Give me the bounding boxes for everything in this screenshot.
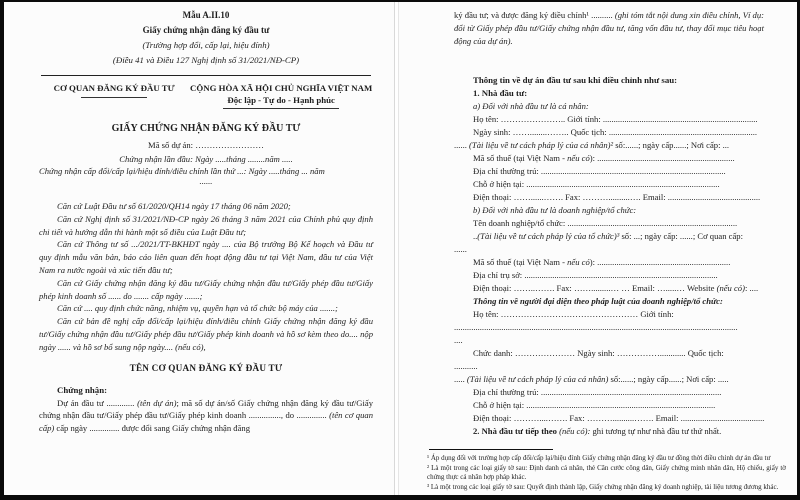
- rep-field-contact: Điện thoại: ………....……. Fax: ………..........……. Email: .......................................: [473, 413, 765, 423]
- org-contact-dots: : ....: [744, 283, 759, 293]
- field-legal-doc: [454, 139, 794, 152]
- certificate-title: GIẤY CHỨNG NHẬN ĐĂNG KÝ ĐẦU TƯ: [111, 123, 301, 134]
- org-field-legal-doc: [473, 230, 794, 243]
- footnote-separator: [429, 449, 553, 450]
- recital-4: Căn cứ Giấy chứng nhận đăng ký đầu tư/Giấy chứng nhận đầu tư/Giấy phép đầu tư/Giấy phép kinh doanh số ...... do ....... cấp ngày .......;: [39, 277, 373, 301]
- tax-label: Mã số thuế (tại Việt Nam -: [473, 153, 568, 163]
- certify-issuing-agency-hint: (tên cơ quan cấp): [39, 410, 373, 433]
- national-title: CỘNG HÒA XÃ HỘI CHỦ NGHĨA VIỆT NAM: [190, 83, 373, 93]
- issuing-agency-block: [39, 82, 189, 109]
- org-field-name: Tên doanh nghiệp/tổ chức: ...............................................................................: [473, 218, 738, 228]
- certify-text-1: Dự án đầu tư .............: [57, 397, 138, 408]
- rep-fullname-continuation: ....................................................................................................................................: [454, 322, 738, 332]
- next-investor-if-any: (nếu có):: [559, 426, 591, 436]
- certify-text-3: cấp ngày .............. được đổi sang Giấy chứng nhận đăng: [54, 422, 250, 433]
- next-investor-instruction: ghi tương tự như nhà đầu tư thứ nhất.: [590, 426, 722, 436]
- adjustment-certification-line: Chứng nhận cấp đổi/cấp lại/hiệu đính/điều chỉnh lần thứ ...: Ngày .....tháng ... năm: [39, 166, 325, 176]
- org-field-contact: [473, 282, 794, 295]
- tax-dots: ): ................................................................: [589, 153, 735, 163]
- field-birthdate: Ngày sinh: ……........…….. Quốc tịch: .....................................................................: [473, 127, 758, 137]
- rep-legal-doc-label: (Tài liệu về tư cách pháp lý của cá nhân): [466, 374, 609, 384]
- footnote-3: ³ Là một trong các loại giấy tờ sau: Quyết định thành lập, Giấy chứng nhận đăng ký doanh nghiệp, tài liệu tương đương khác.: [427, 482, 779, 491]
- carryover-note: (ghi tóm tắt nội dung xin điều chỉnh, Ví dụ: đổi từ Giấy phép đầu tư/Giấy chứng nhận đầu tư, tăng vốn đầu tư, thay đổi mục tiêu hoạt động của dự án).: [454, 10, 764, 46]
- org-contact-text: Điện thoại: ……..……. Fax: …….........… … Email: ….....… Website: [473, 283, 717, 293]
- org-field-address: Địa chỉ trụ sở: ..........................................................................................: [473, 270, 718, 280]
- legal-doc-label: (Tài liệu về tư cách pháp lý của cá nhân)²: [469, 140, 614, 150]
- header-rule: [41, 75, 371, 76]
- rep-field-fullname: Họ tên: ………………………………………… Giới tính:: [473, 309, 674, 319]
- national-motto: Độc lập - Tự do - Hạnh phúc: [227, 95, 335, 105]
- national-header-block: [189, 82, 373, 109]
- org-tax-dots: ): ..............................................................: [589, 257, 731, 267]
- rep-legal-doc-fields: số:......; ngày cấp......; Nơi cấp: .....: [608, 374, 729, 384]
- section-info-heading: Thông tin về dự án đầu tư sau khi điều chỉnh như sau:: [473, 75, 678, 85]
- field-contact: Điện thoại: ……......……. Fax: ………..........…. Email: ...........................................: [473, 192, 761, 202]
- legal-representative-heading: Thông tin về người đại diện theo pháp luật của doanh nghiệp/tổ chức:: [473, 296, 723, 306]
- legal-doc-dots: ......: [454, 140, 470, 150]
- next-investor-label: 2. Nhà đầu tư tiếp theo: [473, 426, 560, 436]
- org-website-if-any: (nếu có): [716, 283, 745, 293]
- rep-field-current-address: Chỗ ở hiện tại: ........................................................................................: [473, 400, 716, 410]
- letterhead: [39, 82, 373, 109]
- org-legal-doc-dots: ..: [473, 231, 478, 241]
- tax-if-any: nếu có: [567, 153, 590, 163]
- carryover-paragraph: [454, 9, 764, 48]
- rep-field-permanent-address: Địa chỉ thường trú: ....................................................................................: [473, 387, 722, 397]
- org-field-tax-code: [473, 256, 794, 269]
- org-legal-doc-continuation: ......: [454, 244, 467, 254]
- project-code-line: Mã số dự án: ……………………: [148, 140, 264, 150]
- first-certification-line: Chứng nhận lần đầu: Ngày .....tháng ........năm .....: [119, 154, 293, 164]
- field-permanent-address: Địa chỉ thường trú: ......................................................................................: [473, 166, 726, 176]
- org-tax-label: Mã số thuế (tại Việt Nam -: [473, 257, 568, 267]
- rep-legal-doc-dots: .....: [454, 374, 467, 384]
- agency-underline: [81, 97, 147, 98]
- certify-paragraph: [39, 397, 373, 435]
- org-tax-if-any: nếu có: [567, 257, 590, 267]
- rep-field-legal-doc: [454, 373, 794, 386]
- form-basis: (Điều 41 và Điều 127 Nghị định số 31/2021/NĐ-CP): [112, 55, 300, 65]
- rep-title-continuation: ...........: [454, 361, 478, 371]
- footnote-2: ² Là một trong các loại giấy tờ sau: Định danh cá nhân, thẻ Căn cước công dân, Giấy chứng minh nhân dân, Hộ chiếu, giấy tờ chứng thực cá nhân hợp pháp khác.: [427, 463, 786, 481]
- form-case: (Trường hợp đổi, cấp lại, hiệu đính): [142, 40, 270, 50]
- adjustment-continuation: ......: [199, 176, 213, 186]
- recital-5: Căn cứ .... quy định chức năng, nhiệm vụ, quyền hạn và tổ chức bộ máy của .......;: [57, 303, 338, 314]
- rep-field-title: Chức danh: ………………… Ngày sinh: ……………............ Quốc tịch:: [473, 348, 724, 358]
- footnote-1: ¹ Áp dụng đối với trường hợp cấp đổi/cấp lại/hiệu đính Giấy chứng nhận đăng ký đầu tư đồng thời điều chỉnh dự án đầu tư: [427, 454, 771, 462]
- recital-6: Căn cứ bản đề nghị cấp đổi/cấp lại/hiệu đính/điều chỉnh Giấy chứng nhận đăng ký đầu tư/Giấy chứng nhận đầu tư/Giấy phép đầu tư/Giấy phép kinh doanh và hồ sơ kèm theo do.... nộp ngày ...... và hồ sơ bổ sung nộp ngày.... (nếu có),: [39, 316, 373, 352]
- certify-project-name-hint: (tên dự án): [137, 397, 177, 408]
- right-page: [398, 2, 797, 495]
- field-tax-code: [473, 152, 794, 165]
- carryover-text: ký đầu tư; và được đăng ký điều chỉnh¹ ..........: [454, 10, 615, 20]
- recital-1: Căn cứ Luật Đầu tư số 61/2020/QH14 ngày 17 tháng 06 năm 2020;: [57, 201, 291, 211]
- certify-text-2: ; mã số dự án/số Giấy chứng nhận đăng ký đầu tư/Giấy chứng nhận đầu tư/Giấy phép đầu tư/Giấy phép kinh doanh ..............., do ..............: [39, 397, 373, 421]
- certify-label: Chứng nhận:: [57, 384, 108, 395]
- org-legal-doc-fields: số: ...; ngày cấp: ......; Cơ quan cấp:: [619, 231, 743, 241]
- form-number: Mẫu A.II.10: [182, 10, 230, 20]
- legal-doc-fields: số:......; ngày cấp......; Nơi cấp: ...: [613, 140, 730, 150]
- organization-investor-heading: b) Đối với nhà đầu tư là doanh nghiệp/tổ chức:: [473, 205, 637, 215]
- field-fullname: Họ tên: ………………….. Giới tính: ........................................................................: [473, 114, 758, 124]
- next-investor-line: [473, 425, 794, 438]
- document-spread: [4, 2, 797, 495]
- rep-fullname-continuation-2: ....: [454, 335, 463, 345]
- investor-heading: 1. Nhà đầu tư:: [473, 88, 528, 98]
- issuer-name: TÊN CƠ QUAN ĐĂNG KÝ ĐẦU TƯ: [129, 362, 283, 373]
- motto-underline: [223, 108, 339, 109]
- form-title: Giấy chứng nhận đăng ký đầu tư: [142, 25, 270, 35]
- individual-investor-heading: a) Đối với nhà đầu tư là cá nhân:: [473, 101, 589, 111]
- left-page: [4, 2, 395, 495]
- recital-3: Căn cứ Thông tư số .../2021/TT-BKHĐT ngày .... của Bộ trưởng Bộ Kế hoạch và Đầu tư quy định mẫu văn bản, báo cáo liên quan đến hoạt động đầu tư tại Việt Nam, đầu tư của Việt Nam ra nước ngoài và xúc tiến đầu tư;: [39, 239, 373, 275]
- form-header: [39, 8, 373, 68]
- recital-2: Căn cứ Nghị định số 31/2021/NĐ-CP ngày 26 tháng 3 năm 2021 của Chính phủ quy định chi tiết và hướng dẫn thi hành một số điều của Luật Đầu tư;: [39, 213, 373, 237]
- issuing-agency: CƠ QUAN ĐĂNG KÝ ĐẦU TƯ: [53, 83, 175, 93]
- field-current-address: Chỗ ở hiện tại: ..........................................................................................: [473, 179, 720, 189]
- org-legal-doc-label: (Tài liệu về tư cách pháp lý của tổ chức)³: [477, 231, 620, 241]
